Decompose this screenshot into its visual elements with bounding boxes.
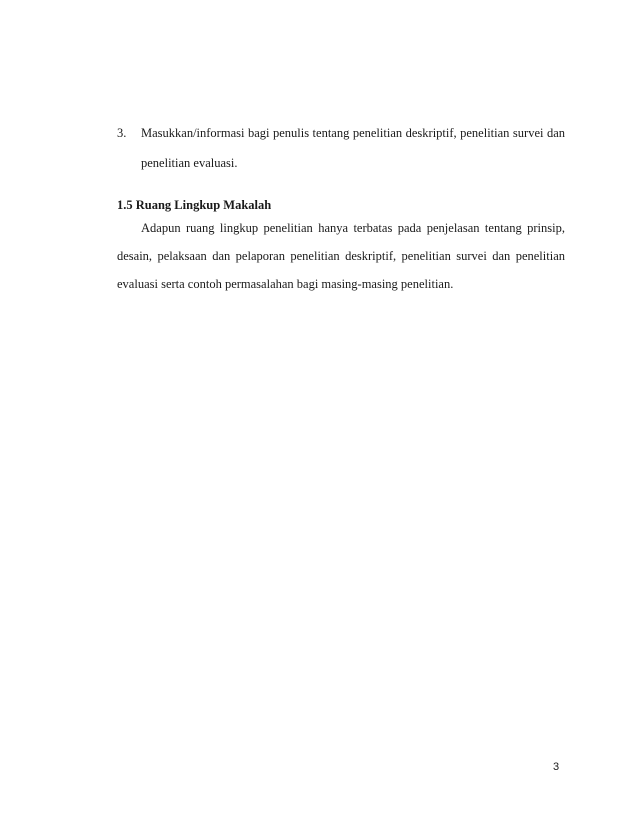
section-paragraph [117, 214, 565, 298]
paragraph-line: desain, pelaksaan dan pelaporan penelitian deskriptif, penelitian survei dan penelitian [117, 249, 565, 263]
numbered-list-item [117, 118, 565, 178]
paragraph-line: Adapun ruang lingkup penelitian hanya terbatas pada penjelasan tentang prinsip, [141, 221, 565, 235]
list-item-text [141, 118, 565, 178]
list-item-line: penelitian evaluasi. [141, 156, 238, 170]
paragraph-line: evaluasi serta contoh permasalahan bagi masing-masing penelitian. [117, 277, 454, 291]
list-item-number: 3. [117, 126, 127, 140]
list-item-line: Masukkan/informasi bagi penulis tentang penelitian deskriptif, penelitian survei dan [141, 126, 565, 140]
page-number: 3 [553, 761, 560, 773]
section-heading: 1.5 Ruang Lingkup Makalah [117, 198, 272, 212]
